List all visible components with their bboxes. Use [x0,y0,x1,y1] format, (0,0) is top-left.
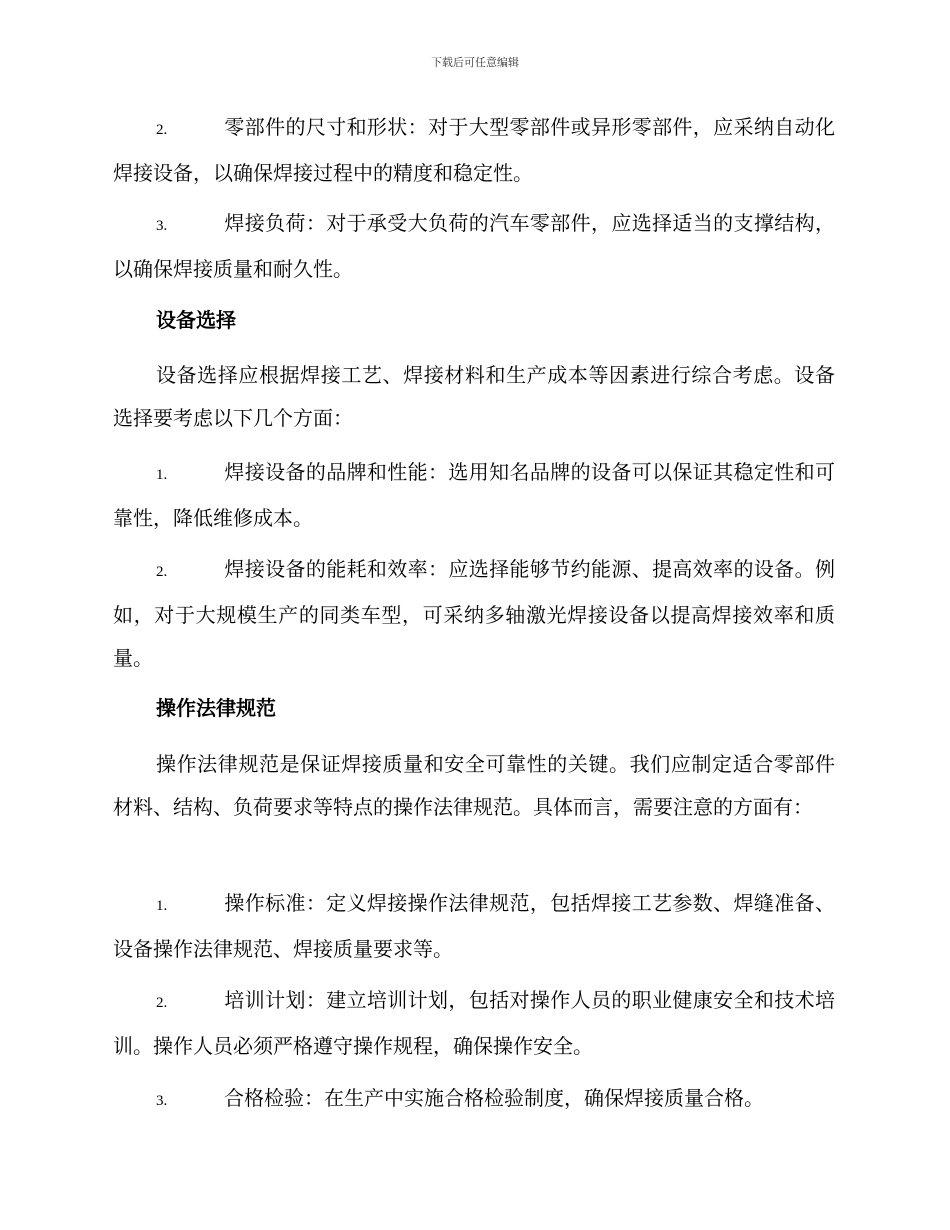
list-text: 合格检验：在生产中实施合格检验制度，确保焊接质量合格。 [224,1086,764,1110]
section-heading: 操作法律规范 [156,696,276,720]
list-item [113,106,835,195]
list-text: 焊接设备的品牌和性能：选用知名品牌的设备可以保证其稳定性和可靠性，降低维修成本。 [113,460,835,530]
list-text: 零部件的尺寸和形状：对于大型零部件或异形零部件，应采纳自动化焊接设备，以确保焊接过程中的精度和稳定性。 [113,115,835,185]
list-text: 焊接负荷：对于承受大负荷的汽车零部件，应选择适当的支撑结构，以确保焊接质量和耐久性。 [113,211,835,281]
section-heading: 设备选择 [156,308,236,332]
list-number: 2. [156,122,168,138]
page-header: 下载后可任意编辑 [431,56,519,69]
paragraph-text: 操作法律规范是保证焊接质量和安全可靠性的关键。我们应制定适合零部件材料、结构、负荷要求等特点的操作法律规范。具体而言，需要注意的方面有： [113,752,835,819]
list-number: 3. [156,1093,168,1109]
list-item [113,451,835,540]
list-number: 2. [156,564,168,580]
paragraph-text: 设备选择应根据焊接工艺、焊接材料和生产成本等因素进行综合考虑。设备选择要考虑以下几个方面： [113,363,835,430]
paragraph [113,743,835,829]
list-item [113,548,835,680]
list-item [113,979,835,1068]
list-text: 操作标准：定义焊接操作法律规范，包括焊接工艺参数、焊缝准备、设备操作法律规范、焊接质量要求等。 [113,891,835,961]
list-text: 培训计划：建立培训计划，包括对操作人员的职业健康安全和技术培训。操作人员必须严格遵守操作规程，确保操作安全。 [113,988,835,1058]
paragraph [113,354,835,440]
list-number: 2. [156,995,168,1011]
list-number: 1. [156,898,168,914]
list-item [113,202,835,291]
list-number: 3. [156,218,168,234]
list-item [113,882,835,971]
list-item [113,1077,835,1123]
list-number: 1. [156,467,168,483]
list-text: 焊接设备的能耗和效率：应选择能够节约能源、提高效率的设备。例如，对于大规模生产的同类车型，可采纳多轴激光焊接设备以提高焊接效率和质量。 [113,557,835,670]
